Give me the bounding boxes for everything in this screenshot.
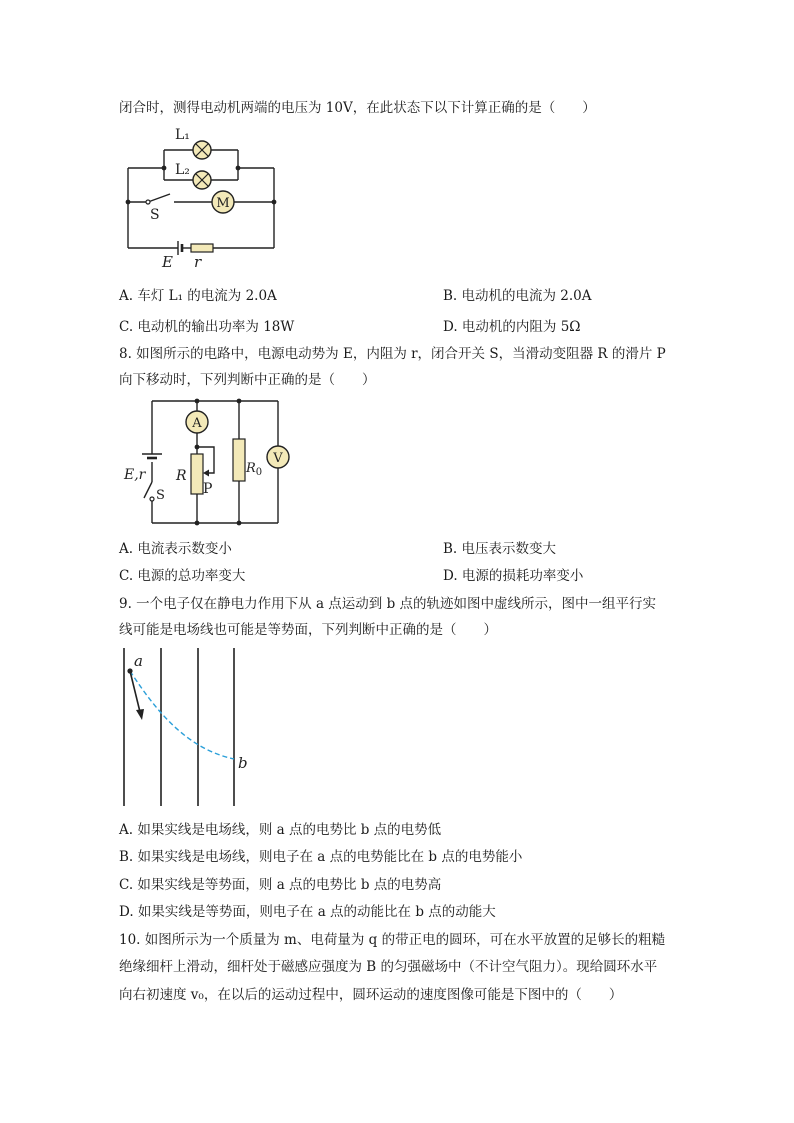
q7-circuit-diagram	[120, 122, 290, 272]
q9-stem-line1: 9. 一个电子仅在静电力作用下从 a 点运动到 b 点的轨迹如图中虚线所示，图中一组平行实	[119, 596, 657, 612]
voltmeter-icon	[267, 446, 289, 468]
q7-option-c[interactable]: C. 电动机的输出功率为 18W	[119, 319, 295, 335]
q8-option-c[interactable]: C. 电源的总功率变大	[119, 568, 246, 584]
switch-contact-icon	[150, 497, 154, 501]
force-arrow-icon	[130, 671, 140, 712]
svg-text:S: S	[156, 488, 165, 503]
q9-option-d[interactable]: D. 如果实线是等势面，则电子在 a 点的动能比在 b 点的动能大	[119, 904, 496, 920]
battery-icon	[178, 241, 182, 255]
battery-icon	[142, 454, 162, 458]
q10-line1: 10. 如图所示为一个质量为 m、电荷量为 q 的带正电的圆环，可在水平放置的足够长的粗糙	[119, 932, 666, 948]
q9-option-a[interactable]: A. 如果实线是电场线，则 a 点的电势比 b 点的电势低	[119, 822, 442, 838]
switch-contact-icon	[146, 200, 150, 204]
svg-text:b: b	[238, 754, 248, 772]
q7-option-d[interactable]: D. 电动机的内阻为 5Ω	[443, 319, 581, 335]
svg-text:R0: $R_0$	[246, 461, 263, 478]
svg-text:E: E	[162, 253, 173, 271]
q8-stem-line1: 8. 如图所示的电路中，电源电动势为 E，内阻为 r，闭合开关 S，当滑动变阻器 R 的滑片 P	[119, 346, 666, 362]
svg-text:S: S	[150, 207, 160, 223]
svg-text:P: P	[203, 481, 213, 497]
ammeter-icon	[186, 411, 208, 433]
resistor-r0-icon	[233, 439, 245, 481]
lamp-l1-icon	[193, 141, 211, 159]
svg-text:R: R	[176, 468, 187, 484]
lamp-l2-icon	[193, 171, 211, 189]
svg-text:A: A	[192, 416, 202, 431]
svg-text:L₁: L₁	[175, 127, 190, 143]
resistor-r-icon	[191, 244, 213, 252]
q7-option-b[interactable]: B. 电动机的电流为 2.0A	[443, 288, 592, 304]
q7-option-a[interactable]: A. 车灯 L₁ 的电流为 2.0A	[119, 288, 277, 304]
svg-text:M: M	[216, 196, 230, 211]
q8-stem-line2: 向下移动时，下列判断中正确的是（ ）	[119, 372, 376, 388]
q9-option-b[interactable]: B. 如果实线是电场线，则电子在 a 点的电势能比在 b 点的电势能小	[119, 849, 523, 865]
q8-option-d[interactable]: D. 电源的损耗功率变小	[443, 568, 584, 584]
trajectory-dashed	[130, 671, 234, 759]
q8-option-a[interactable]: A. 电流表示数变小	[119, 541, 232, 557]
q10-line3: 向右初速度 v₀，在以后的运动过程中，圆环运动的速度图像可能是下图中的（ ）	[119, 987, 623, 1003]
q9-field-diagram	[118, 644, 258, 810]
svg-text:V: V	[273, 451, 283, 466]
q8-option-b[interactable]: B. 电压表示数变大	[443, 541, 557, 557]
motor-icon	[212, 191, 234, 213]
svg-text:L₂: L₂	[175, 162, 190, 178]
q9-stem-line2: 线可能是电场线也可能是等势面，下列判断中正确的是（ ）	[119, 622, 497, 638]
q9-option-c[interactable]: C. 如果实线是等势面，则 a 点的电势比 b 点的电势高	[119, 877, 442, 893]
q7-stem: 闭合时，测得电动机两端的电压为 10V，在此状态下以下计算正确的是（ ）	[119, 100, 596, 116]
svg-text:E,r: E,r	[124, 467, 146, 483]
svg-text:r: r	[194, 253, 202, 271]
q10-line2: 绝缘细杆上滑动，细杆处于磁感应强度为 B 的匀强磁场中（不计空气阻力）。现给圆环水平	[119, 959, 658, 975]
rheostat-icon	[191, 454, 203, 494]
svg-text:a: a	[134, 652, 143, 670]
q8-circuit-diagram	[120, 395, 305, 530]
